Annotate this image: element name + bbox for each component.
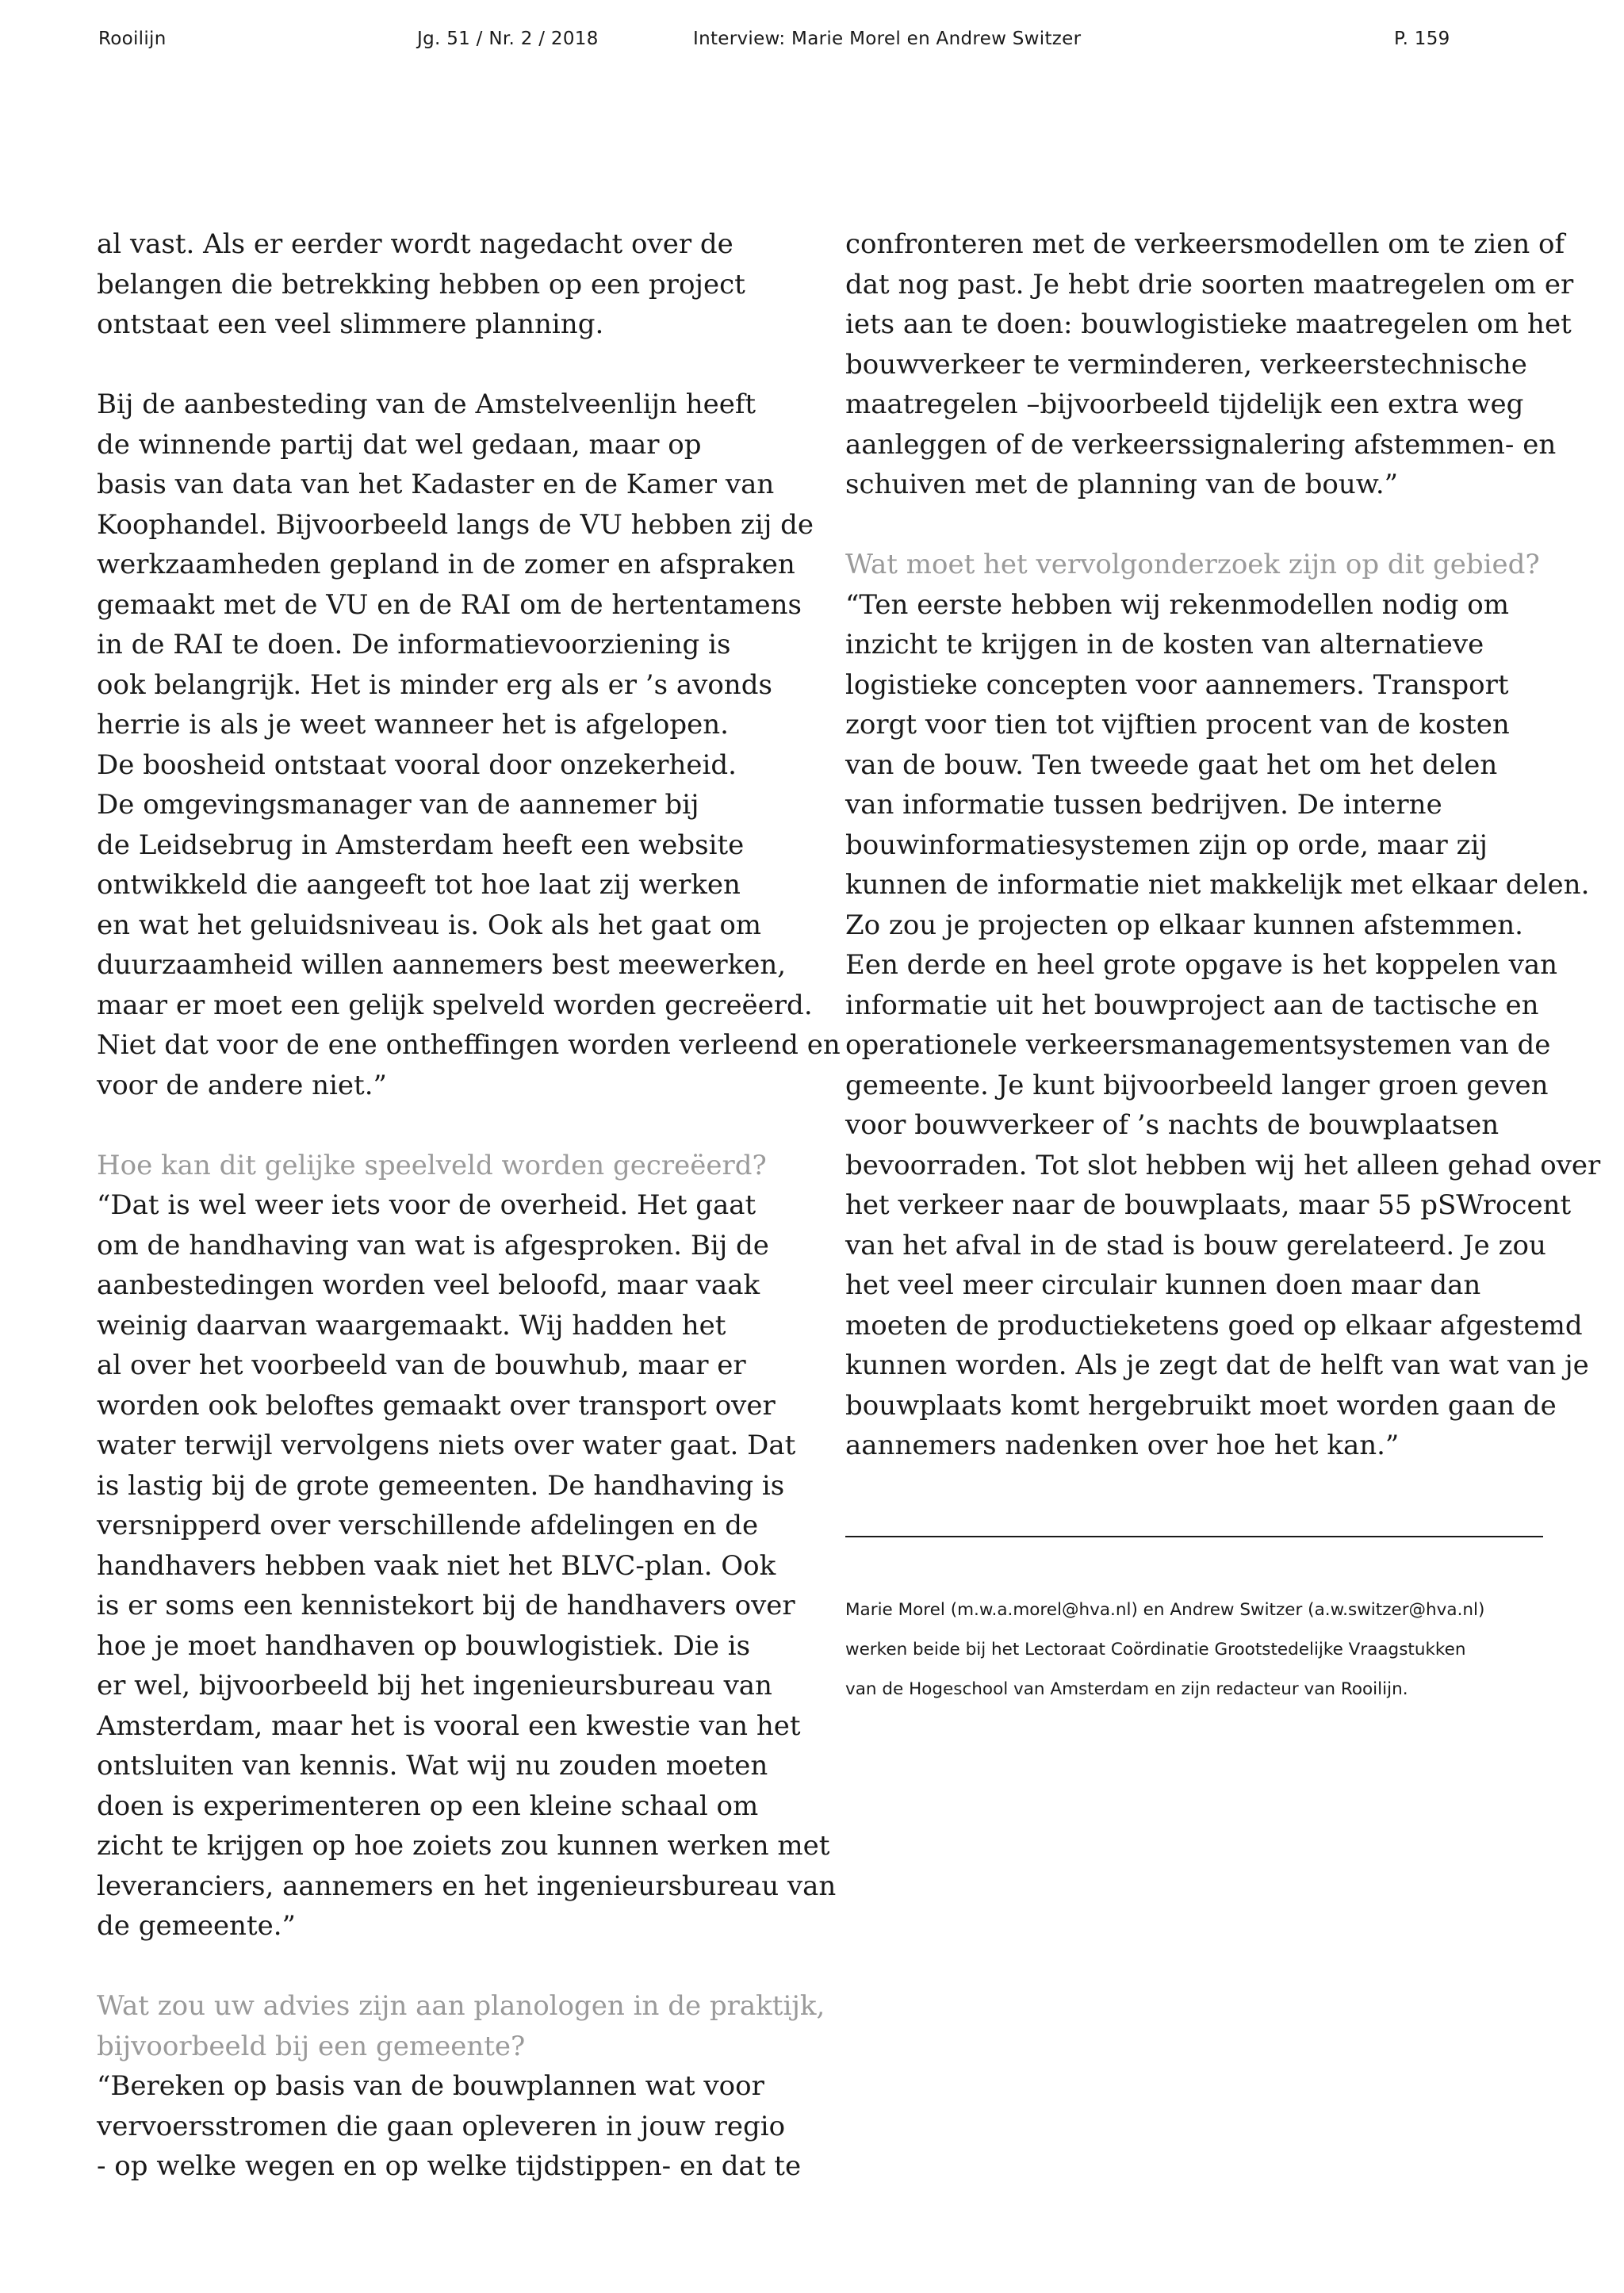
interview-answer [845,585,1601,1466]
text-line: ook belangrijk. Het is minder erg als er ’s avonds [97,668,772,701]
text-line: bouwplaats komt hergebruikt moet worden gaan de [845,1389,1557,1422]
running-header [0,29,1624,57]
text-line: van het afval in de stad is bouw gerelateerd. Je zou [845,1229,1546,1261]
interview-answer [97,1185,837,1947]
text-line: gemeente. Je kunt bijvoorbeeld langer groen geven [845,1069,1549,1101]
journal-name: Rooilijn [98,29,167,49]
text-line: duurzaamheid willen aannemers best meewerken, [97,949,787,981]
text-line: informatie uit het bouwproject aan de tactische en [845,989,1539,1021]
text-line: bouwverkeer te verminderen, verkeerstechnische [845,348,1527,381]
text-line: aanleggen of de verkeerssignalering afstemmen- en [845,428,1557,461]
text-line: moeten de productieketens goed op elkaar afgestemd [845,1309,1583,1342]
text-line: iets aan te doen: bouwlogistieke maatregelen om het [845,308,1572,340]
text-line: weinig daarvan waargemaakt. Wij hadden het [97,1309,726,1342]
interview-question [845,545,1559,585]
interview-question [97,1986,825,2066]
text-line: operationele verkeersmanagementsystemen van de [845,1029,1551,1061]
text-line: De boosheid ontstaat vooral door onzekerheid. [97,748,737,781]
text-line: inzicht te krijgen in de kosten van alternatieve [845,629,1484,660]
qa-block [845,545,1601,1466]
text-line: Marie Morel (m.w.a.morel@hva.nl) en Andrew Switzer (a.w.switzer@hva.nl) [845,1600,1485,1620]
text-line: bijvoorbeeld bij een gemeente? [97,2030,526,2062]
text-line: Bij de aanbesteding van de Amstelveenlijn heeft [97,389,756,420]
text-line: - op welke wegen en op welke tijdstippen- en dat te [97,2150,802,2182]
text-line: aannemers nadenken over hoe het kan.” [845,1430,1400,1461]
qa-block [97,1146,837,1947]
text-line: dat nog past. Je hebt drie soorten maatregelen om er [845,268,1574,301]
page-number: P. 159 [1394,29,1450,49]
paragraph [97,224,810,345]
text-line: Zo zou je projecten op elkaar kunnen afstemmen. [845,909,1523,941]
paragraph [845,224,1574,505]
text-line: de winnende partij dat wel gedaan, maar op [97,428,702,461]
interview-question [97,1146,810,1186]
text-line: belangen die betrekking hebben op een project [97,268,745,301]
text-line: bevoorraden. Tot slot hebben wij het alleen gehad over [845,1149,1601,1181]
text-line: bouwinformatiesystemen zijn op orde, maar zij [845,829,1488,861]
text-line: zicht te krijgen op hoe zoiets zou kunnen werken met [97,1830,830,1862]
text-line: Wat zou uw advies zijn aan planologen in de praktijk, [97,1990,825,2022]
text-line: kunnen de informatie niet makkelijk met elkaar delen. [845,869,1590,901]
text-line: water terwijl vervolgens niets over water gaat. Dat [97,1430,796,1461]
text-line: in de RAI te doen. De informatievoorziening is [97,629,731,660]
text-line: “Dat is wel weer iets voor de overheid. Het gaat [97,1189,756,1221]
text-line: Wat moet het vervolgonderzoek zijn op dit gebied? [845,549,1540,580]
text-line: Niet dat voor de ene ontheffingen worden verleend en [97,1029,841,1061]
text-line: maatregelen –bijvoorbeeld tijdelijk een extra weg [845,389,1524,420]
text-line: “Ten eerste hebben wij rekenmodellen nodig om [845,588,1509,621]
text-line: leveranciers, aannemers en het ingenieursbureau van [97,1870,837,1902]
article-title: Interview: Marie Morel en Andrew Switzer [693,29,1082,49]
text-line: voor de andere niet.” [97,1069,387,1101]
text-line: voor bouwverkeer of ’s nachts de bouwplaatsen [845,1109,1500,1141]
text-line: al over het voorbeeld van de bouwhub, maar er [97,1349,746,1381]
text-line: De omgevingsmanager van de aannemer bij [97,789,699,821]
text-line: de Leidsebrug in Amsterdam heeft een website [97,829,745,861]
text-line: herrie is als je weet wanneer het is afgelopen. [97,709,729,741]
text-line: confronteren met de verkeersmodellen om te zien of [845,228,1565,260]
text-line: om de handhaving van wat is afgesproken. Bij de [97,1229,769,1261]
text-line: van de bouw. Ten tweede gaat het om het delen [845,748,1498,781]
paragraph [97,385,841,1105]
text-line: van informatie tussen bedrijven. De interne [845,789,1442,821]
text-line: handhavers hebben vaak niet het BLVC-plan. Ook [97,1549,776,1582]
text-line: werkzaamheden gepland in de zomer en afspraken [97,549,795,580]
text-line: en wat het geluidsniveau is. Ook als het gaat om [97,909,762,941]
text-line: aanbestedingen worden veel beloofd, maar vaak [97,1269,760,1301]
text-line: er wel, bijvoorbeeld bij het ingenieursbureau van [97,1670,772,1702]
text-line: is er soms een kennistekort bij de handhavers over [97,1590,795,1621]
qa-block [97,1986,825,2187]
text-line: het verkeer naar de bouwplaats, maar 55 pSWrocent [845,1189,1572,1221]
text-line: maar er moet een gelijk spelveld worden gecreëerd. [97,989,813,1021]
text-line: basis van data van het Kadaster en de Kamer van [97,469,775,500]
author-bio [845,1591,1559,1709]
text-line: worden ook beloftes gemaakt over transport over [97,1389,776,1422]
interview-answer [97,2066,810,2187]
text-line: Hoe kan dit gelijke speelveld worden gecreëerd? [97,1149,767,1181]
text-line: gemaakt met de VU en de RAI om de hertentamens [97,588,802,621]
text-line: Amsterdam, maar het is vooral een kwestie van het [97,1709,801,1742]
text-line: Een derde en heel grote opgave is het koppelen van [845,949,1558,981]
left-column [97,224,841,2187]
text-line: versnipperd over verschillende afdelingen en de [97,1510,759,1541]
text-line: de gemeente.” [97,1910,296,1942]
text-line: Koophandel. Bijvoorbeeld langs de VU hebben zij de [97,508,814,541]
text-line: hoe je moet handhaven op bouwlogistiek. Die is [97,1629,751,1662]
text-line: schuiven met de planning van de bouw.” [845,469,1399,500]
text-line: werken beide bij het Lectoraat Coördinatie Grootstedelijke Vraagstukken [845,1640,1466,1659]
text-line: is lastig bij de grote gemeenten. De handhaving is [97,1469,785,1502]
text-line: ontsluiten van kennis. Wat wij nu zouden moeten [97,1750,768,1782]
text-line: ontstaat een veel slimmere planning. [97,308,604,340]
right-column [845,224,1601,1466]
text-line: ontwikkeld die aangeeft tot hoe laat zij werken [97,869,741,901]
divider-line [845,1536,1543,1537]
text-line: van de Hogeschool van Amsterdam en zijn redacteur van Rooilijn. [845,1679,1408,1699]
text-line: vervoersstromen die gaan opleveren in jouw regio [97,2110,786,2142]
text-line: “Bereken op basis van de bouwplannen wat voor [97,2070,764,2102]
text-line: zorgt voor tien tot vijftien procent van de kosten [845,709,1510,741]
text-line: kunnen worden. Als je zegt dat de helft van wat van je [845,1349,1589,1381]
text-line: al vast. Als er eerder wordt nagedacht over de [97,228,733,260]
text-line: logistieke concepten voor aannemers. Transport [845,668,1509,701]
text-line: het veel meer circulair kunnen doen maar dan [845,1269,1481,1301]
issue-info: Jg. 51 / Nr. 2 / 2018 [417,29,599,49]
text-line: doen is experimenteren op een kleine schaal om [97,1790,759,1822]
